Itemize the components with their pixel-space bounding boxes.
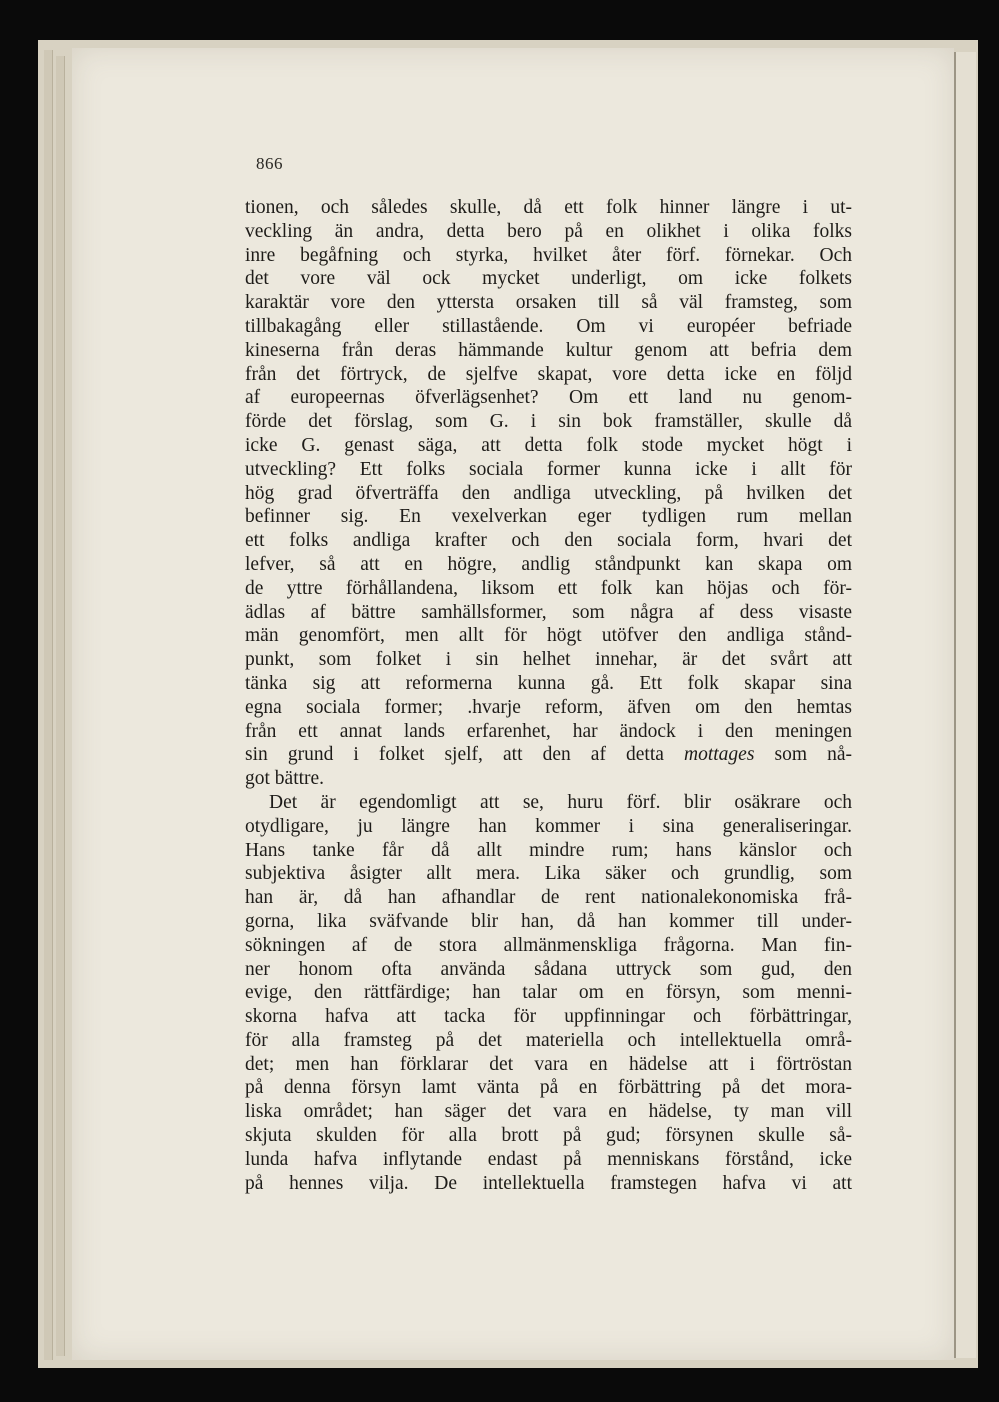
text-line: Det är egendomligt att se, huru förf. blir osäkrare och <box>269 791 852 813</box>
text-line: hög grad öfverträffa den andliga utveckling, på hvilken det <box>245 482 852 504</box>
text-line: punkt, som folket i sin helhet innehar, är det svårt att <box>245 649 852 671</box>
body-text <box>245 196 852 1195</box>
text-line: män genomfört, men allt för högt utöfver den andliga stånd- <box>245 625 852 647</box>
text-span: som nå- <box>754 744 853 766</box>
text-line: karaktär vore den yttersta orsaken till så väl framsteg, som <box>245 292 852 314</box>
text-line: tillbakagång eller stillastående. Om vi européer befriade <box>245 315 852 337</box>
text-line: evige, den rättfärdige; han talar om en försyn, som menni- <box>245 982 852 1004</box>
text-line: lefver, så att en högre, andlig ståndpunkt kan skapa om <box>245 553 852 575</box>
italic-word: mottages <box>684 744 755 766</box>
text-line: han är, då han afhandlar de rent nationalekonomiska frå- <box>245 887 852 909</box>
text-line: skjuta skulden för alla brott på gud; försynen skulle så- <box>245 1125 852 1147</box>
text-line: från det förtryck, de sjelfve skapat, vore detta icke en följd <box>245 363 852 385</box>
text-line: för alla framsteg på det materiella och intellektuella områ- <box>245 1029 852 1051</box>
text-line: befinner sig. En vexelverkan eger tydligen rum mellan <box>245 506 852 528</box>
text-line: sökningen af de stora allmänmenskliga frågorna. Man fin- <box>245 934 852 956</box>
text-line: på denna försyn lamt vänta på en förbättring på det mora- <box>245 1077 852 1099</box>
text-line: gorna, lika sväfvande blir han, då han kommer till under- <box>245 910 852 932</box>
text-line: från ett annat lands erfarenhet, har ändock i den meningen <box>245 720 852 742</box>
text-line: Hans tanke får då allt mindre rum; hans känslor och <box>245 839 852 861</box>
text-line <box>245 743 852 767</box>
text-line: det; men han förklarar det vara en hädelse att i förtröstan <box>245 1053 852 1075</box>
text-line: got bättre. <box>245 768 325 790</box>
text-line: på hennes vilja. De intellektuella framstegen hafva vi att <box>245 1172 852 1194</box>
text-line: tänka sig att reformerna kunna gå. Ett folk skapar sina <box>245 672 852 694</box>
text-line: tionen, och således skulle, då ett folk hinner längre i ut- <box>245 197 852 218</box>
text-line: veckling än andra, detta bero på en olikhet i olika folks <box>245 220 852 242</box>
text-line: förde det förslag, som G. i sin bok framställer, skulle då <box>245 411 852 433</box>
text-line: otydligare, ju längre han kommer i sina generaliseringar. <box>245 815 852 837</box>
page-number: 866 <box>256 154 283 173</box>
facing-page-edge <box>954 52 976 1358</box>
text-line: af europeernas öfverlägsenhet? Om ett land nu genom- <box>245 387 852 409</box>
text-line: de yttre förhållandena, liksom ett folk kan höjas och för- <box>245 577 852 599</box>
text-line: subjektiva åsigter allt mera. Lika säker och grundlig, som <box>245 863 852 885</box>
text-line: skorna hafva att tacka för uppfinningar och förbättringar, <box>245 1006 852 1028</box>
text-line: icke G. genast säga, att detta folk stode mycket högt i <box>245 434 852 456</box>
text-line: ett folks andliga krafter och den sociala form, hvari det <box>245 530 852 552</box>
text-span: sin grund i folket sjelf, att den af detta <box>245 744 685 766</box>
text-line: inre begåfning och styrka, hvilket åter förf. förnekar. Och <box>245 244 852 266</box>
text-line: egna sociala former; .hvarje reform, äfven om den hemtas <box>245 696 852 718</box>
text-line: ner honom ofta använda sådana uttryck som gud, den <box>245 958 852 980</box>
text-line: kineserna från deras hämmande kultur genom att befria dem <box>245 339 852 361</box>
page-edge <box>44 50 53 1360</box>
page-edge <box>56 56 65 1356</box>
text-line: utveckling? Ett folks sociala former kunna icke i allt för <box>245 458 852 480</box>
text-line: lunda hafva inflytande endast på menniskans förstånd, icke <box>245 1148 852 1170</box>
text-line: liska området; han säger det vara en hädelse, ty man vill <box>245 1101 852 1123</box>
text-line: ädlas af bättre samhällsformer, som några af dess visaste <box>245 601 852 623</box>
text-line: det vore väl ock mycket underligt, om icke folkets <box>245 268 852 290</box>
